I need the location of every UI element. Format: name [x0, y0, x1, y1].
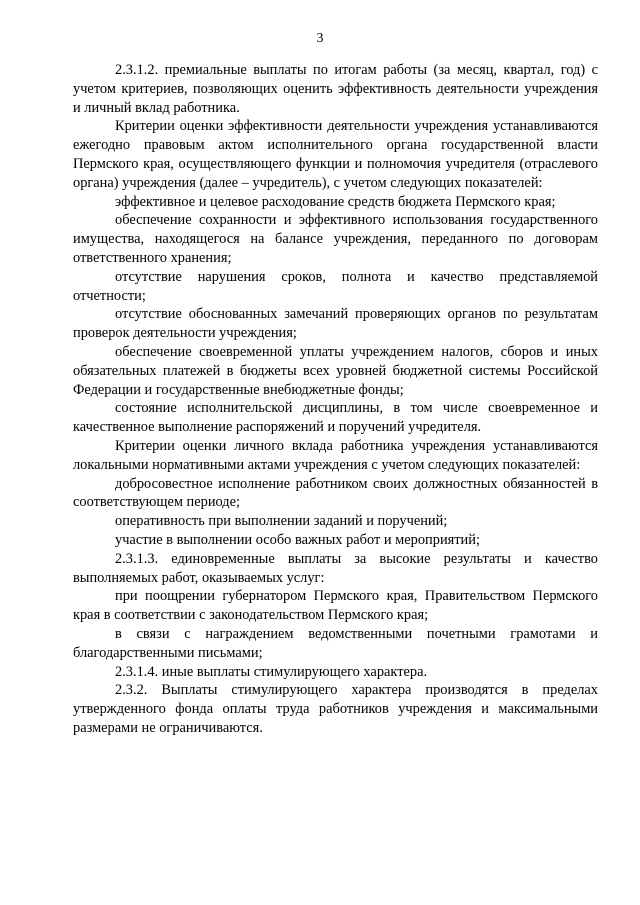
paragraph-institution-criteria: Критерии оценки эффективности деятельности учреждения устанавливаются ежегодно правовым актом исполнительного органа государственной власти Пермского края, осуществляющего функции и полномочия учредителя (отраслевого органа) учреждения (далее – учредитель), с учетом следующих показателей:: [73, 118, 598, 191]
paragraph-other-payments: 2.3.1.4. иные выплаты стимулирующего характера.: [115, 663, 428, 680]
list-item: оперативность при выполнении заданий и поручений;: [115, 513, 448, 530]
paragraph-payment-limits: 2.3.2. Выплаты стимулирующего характера производятся в пределах утвержденного фонда оплаты труда работников учреждения и максимальными размерами не ограничиваются.: [73, 682, 598, 736]
list-item: отсутствие обоснованных замечаний проверяющих органов по результатам проверок деятельности учреждения;: [73, 306, 598, 342]
list-item: при поощрении губернатором Пермского края, Правительством Пермского края в соответствии с законодательством Пермского края;: [73, 588, 598, 624]
list-item: эффективное и целевое расходование средств бюджета Пермского края;: [115, 193, 556, 210]
list-item: отсутствие нарушения сроков, полнота и качество представляемой отчетности;: [73, 268, 598, 304]
paragraph-premium-payments: 2.3.1.2. премиальные выплаты по итогам работы (за месяц, квартал, год) с учетом критериев, позволяющих оценить эффективность деятельности учреждения и личный вклад работника.: [73, 62, 598, 116]
list-item: обеспечение своевременной уплаты учреждением налогов, сборов и иных обязательных платежей в бюджеты всех уровней бюджетной системы Российской Федерации и государственные внебюджетные фонды;: [73, 343, 598, 398]
list-item: обеспечение сохранности и эффективного использования государственного имущества, находящегося на балансе учреждения, переданного по договорам ответственного хранения;: [73, 212, 598, 266]
list-item: состояние исполнительской дисциплины, в том числе своевременное и качественное выполнение распоряжений и поручений учредителя.: [73, 400, 598, 436]
paragraph-personal-contribution-criteria: Критерии оценки личного вклада работника учреждения устанавливаются локальными нормативными актами учреждения с учетом следующих показателей:: [73, 437, 598, 473]
list-item: добросовестное исполнение работником своих должностных обязанностей в соответствующем периоде;: [73, 475, 598, 511]
page-number: 3: [316, 31, 324, 46]
paragraph-one-time-payments: 2.3.1.3. единовременные выплаты за высокие результаты и качество выполняемых работ, оказываемых услуг:: [73, 550, 598, 586]
list-item: участие в выполнении особо важных работ и мероприятий;: [115, 531, 480, 548]
document-body: [73, 61, 598, 738]
list-item: в связи с награждением ведомственными почетными грамотами и благодарственными письмами;: [73, 625, 598, 661]
